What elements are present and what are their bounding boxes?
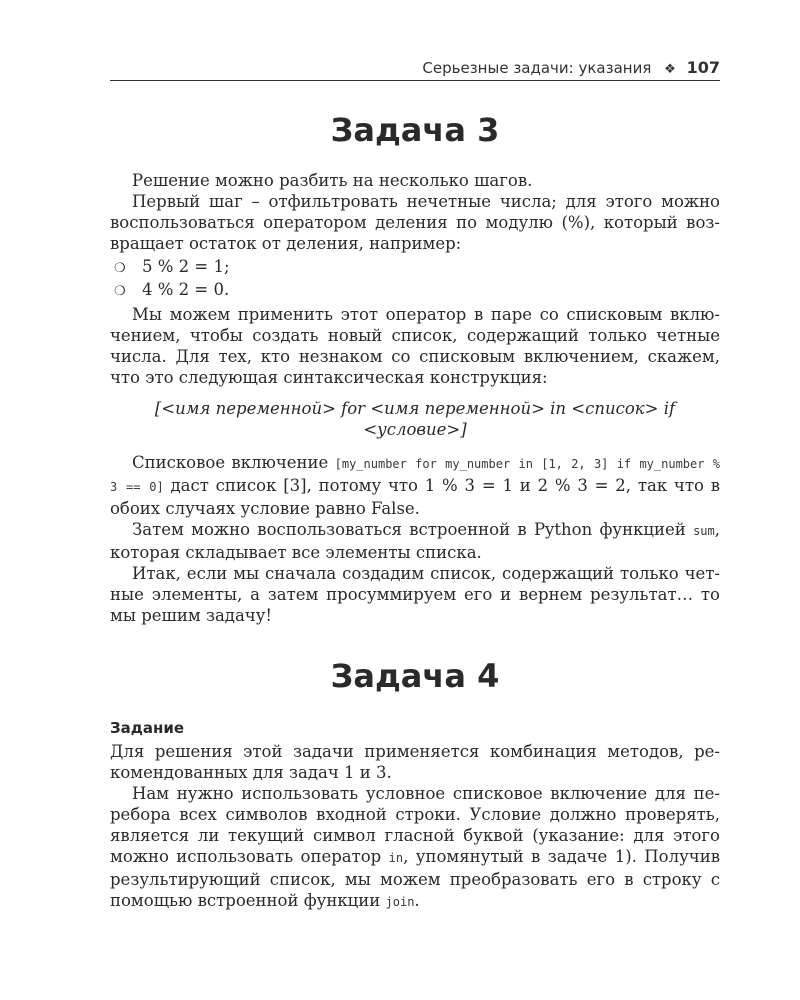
task4-subheading: Задание — [110, 719, 185, 737]
inline-code: join — [385, 895, 415, 909]
paragraph-text: . — [414, 891, 420, 910]
task4-paragraph-2 — [110, 783, 720, 913]
task3-paragraph-6: Итак, если мы сначала создадим список, содержащий только четные элементы, а затем просуммируем его и вернем результат… то мы решим задачу! — [110, 564, 720, 625]
page-number: 107 — [686, 58, 720, 77]
task3-heading: Задача 3 — [330, 111, 500, 149]
paragraph-text: даст список [3], потому что 1 % 3 = 1 и 2 % 3 = 2, так что в обоих случаях условие равно False. — [110, 476, 721, 518]
list-item — [110, 256, 720, 279]
separator-icon: ❖ — [664, 62, 676, 77]
inline-code: [my_number for my_number in [1, 2, 3] if my_number % 3 == 0] — [110, 457, 720, 494]
list-item — [110, 279, 720, 302]
paragraph-text: Нам нужно использовать условное списковое включение для перебора всех символов входной строки. Условие должно проверять, является ли текущий символ гласной буквой (указание: для этого можно использовать оператор — [110, 784, 720, 866]
task3-paragraph-3: Мы можем применить этот оператор в паре со списковым включением, чтобы создать новый список, содержащий только четные числа. Для тех, кто незнаком со списковым включением, скажем, что это следующая синтаксическая конструкция: — [110, 305, 720, 387]
syntax-formula: [<имя переменной> for <имя переменной> in <список> if <условие>] — [154, 399, 676, 439]
paragraph-text: Затем можно воспользоваться встроенной в Python функцией — [132, 520, 694, 539]
task4-heading: Задача 4 — [330, 657, 500, 695]
circle-bullet-icon: ❍ — [114, 284, 126, 299]
task3-paragraph-4 — [110, 452, 720, 519]
page-body — [110, 98, 720, 913]
task3-paragraph-1: Решение можно разбить на несколько шагов. — [132, 171, 533, 190]
paragraph-text: , упомянутый в задаче 1). Получив результирующий список, мы можем преобразовать его в строку с помощью встроенной функции — [110, 847, 721, 910]
inline-code: in — [388, 851, 404, 865]
running-head — [110, 58, 720, 81]
running-head-title: Серьезные задачи: указания — [422, 59, 652, 77]
modulo-examples-list — [110, 256, 720, 302]
list-item-text: 5 % 2 = 1; — [142, 257, 230, 276]
paragraph-text: Списковое включение — [132, 453, 335, 472]
inline-code: sum — [693, 524, 715, 538]
task3-paragraph-2: Первый шаг – отфильтровать нечетные числа; для этого можно воспользоваться оператором деления по модулю (%), который возвращает остаток от деления, например: — [110, 192, 720, 253]
task3-paragraph-5 — [110, 519, 720, 563]
list-item-text: 4 % 2 = 0. — [142, 280, 230, 299]
task4-paragraph-1: Для решения этой задачи применяется комбинация методов, рекомендованных для задач 1 и 3. — [110, 742, 720, 782]
paragraph-text: , которая складывает все элементы списка. — [110, 520, 720, 562]
circle-bullet-icon: ❍ — [114, 261, 126, 276]
